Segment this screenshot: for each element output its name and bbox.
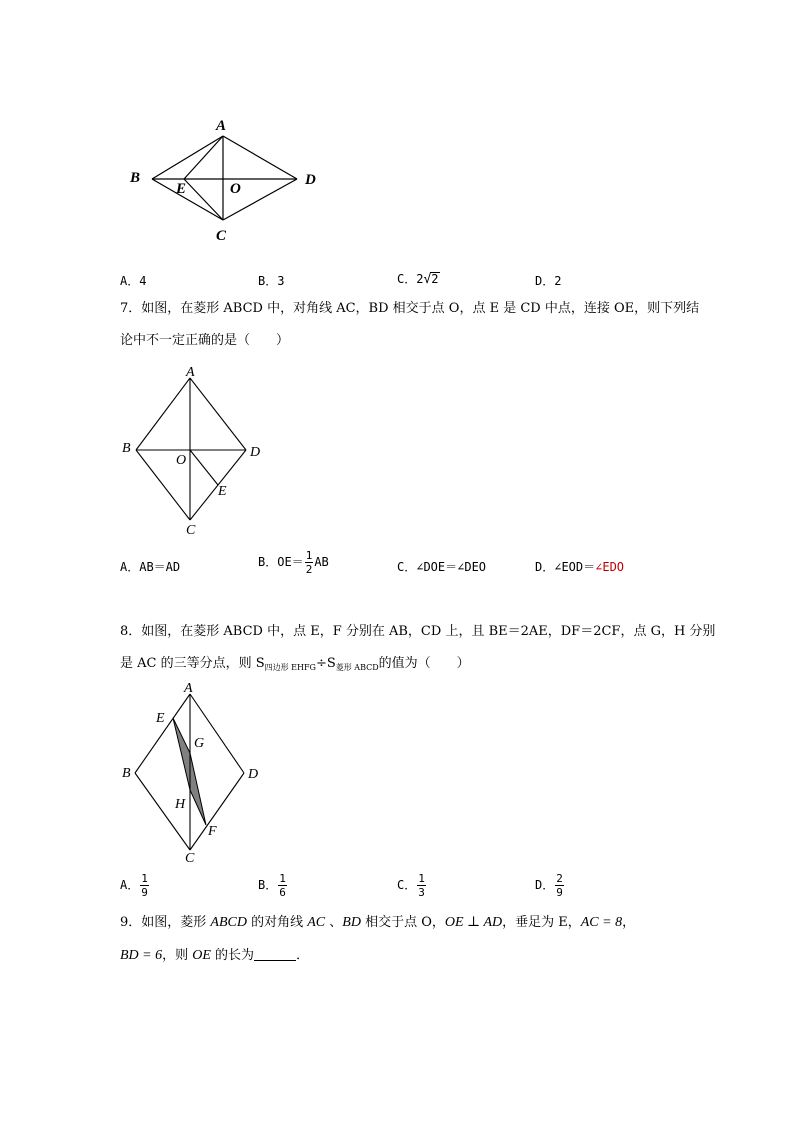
- q7-line-2: 论中不一定正确的是（ ）: [120, 333, 290, 348]
- q6-option-b: B．3: [258, 274, 285, 288]
- q8-option-d: D． $\frac{2}{9}$: [535, 872, 563, 899]
- fig7-edge-ab: [136, 378, 190, 450]
- q7-option-d: D．∠EOD＝∠EDO: [535, 560, 625, 574]
- fig7-label-o: O: [176, 453, 187, 468]
- fig8-label-b: B: [122, 766, 131, 781]
- q6-option-a: A．4: [120, 274, 147, 288]
- fig8-label-d: D: [248, 767, 259, 782]
- fig6-label-e: E: [176, 181, 187, 197]
- q6-option-d: D．2: [535, 274, 562, 288]
- fig7-label-b: B: [122, 441, 131, 456]
- q6-option-c: C．2√2: [397, 272, 439, 287]
- fig6-label-b: B: [130, 170, 141, 186]
- fig8-label-c: C: [185, 851, 195, 866]
- fig7-label-e: E: [218, 484, 227, 499]
- q8-option-b: B． $\frac{1}{6}$: [258, 872, 286, 899]
- fig6-edge-cb: [152, 179, 223, 220]
- q7-option-c: C．∠DOE＝∠DEO: [397, 560, 487, 574]
- fig7-line-oe: [190, 450, 218, 485]
- q7-option-a: A．AB＝AD: [120, 560, 181, 574]
- q8-line-1: 8．如图，在菱形 ABCD 中，点 E，F 分别在 AB，CD 上，且 BE＝2AE，DF＝2CF，点 G，H 分别: [120, 624, 716, 639]
- answer-blank[interactable]: [254, 948, 296, 961]
- fig8-label-e: E: [156, 711, 165, 726]
- fig8-edge-ad: [190, 694, 244, 773]
- fig6-label-c: C: [216, 228, 227, 244]
- figure-q8: [118, 678, 278, 868]
- fig8-label-g: G: [194, 736, 205, 751]
- fig8-label-h: H: [175, 797, 186, 812]
- fig7-label-a: A: [186, 365, 195, 380]
- fig8-edge-ab: [135, 694, 190, 773]
- q7-line-1: 7．如图，在菱形 ABCD 中，对角线 AC，BD 相交于点 O，点 E 是 CD 中点，连接 OE，则下列结: [120, 301, 700, 316]
- fig7-edge-ad: [190, 378, 246, 450]
- q8-line-2: 是 AC 的三等分点，则 $S_{四边形 EHFG}\div S_{菱形 ABCD}$的值为（ ）: [120, 656, 470, 672]
- fig6-label-a: A: [216, 118, 227, 134]
- fig6-edge-ad: [223, 136, 297, 179]
- fig6-label-d: D: [305, 172, 316, 188]
- fig6-label-o: O: [230, 181, 241, 197]
- q9-line-1: 9．如图，菱形 ABCD 的对角线 AC 、BD 相交于点 O，OE ⊥ AD，垂足为 E，AC = 8，: [120, 915, 636, 930]
- q7-option-b: B．OE＝ $\frac{1}{2}$ AB: [258, 549, 329, 576]
- fig7-label-d: D: [250, 445, 261, 460]
- fig6-edge-ab: [152, 136, 223, 179]
- fig6-line-ec: [184, 179, 223, 220]
- q8-option-c: C． $\frac{1}{3}$: [397, 872, 425, 899]
- fig7-label-c: C: [186, 523, 196, 538]
- figure-q7: [118, 362, 278, 542]
- q8-option-a: A． $\frac{1}{9}$: [120, 872, 148, 899]
- fig8-label-f: F: [208, 824, 217, 839]
- fig8-label-a: A: [184, 681, 193, 696]
- figure-q6: [120, 112, 330, 247]
- fig6-line-ae: [184, 136, 223, 179]
- q9-line-2: BD = 6，则 OE 的长为 ．: [120, 948, 310, 963]
- fig8-edge-dc: [190, 773, 244, 850]
